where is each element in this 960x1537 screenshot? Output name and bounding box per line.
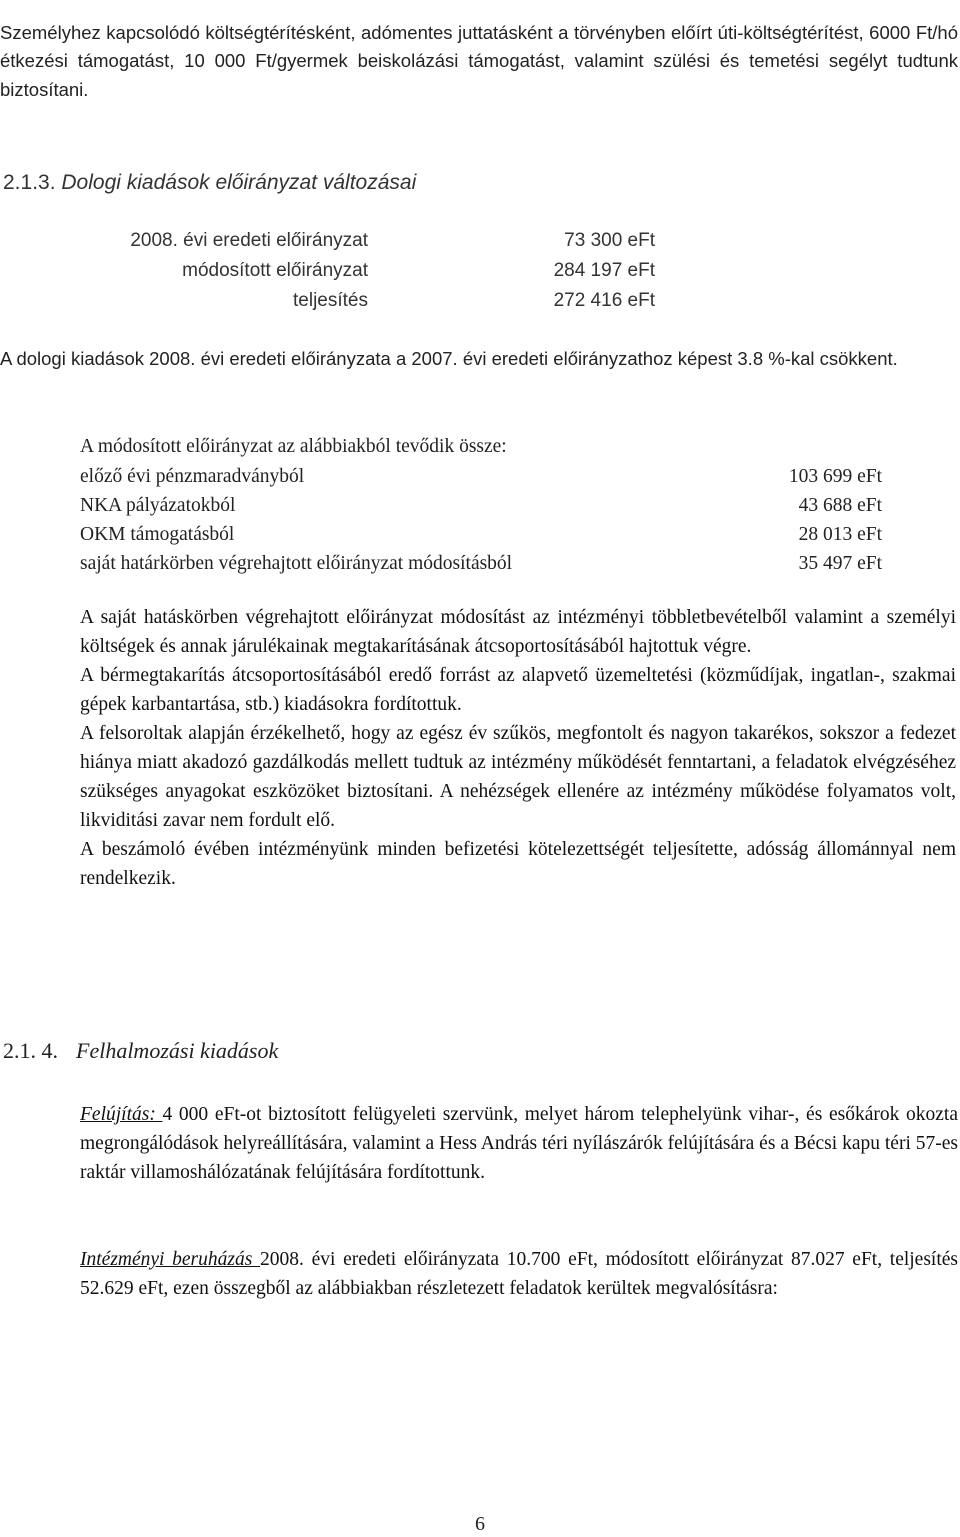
breakdown-label: saját határkörben végrehajtott előirányzat módosításból (80, 553, 513, 574)
renovation-paragraph (80, 1100, 958, 1187)
budget-value: 284 197 eFt (553, 260, 655, 281)
breakdown-label: előző évi pénzmaradványból (80, 466, 305, 487)
breakdown-value: 28 013 eFt (798, 524, 882, 545)
section-title: Dologi kiadások előirányzat változásai (61, 171, 417, 194)
budget-label: módosított előirányzat (182, 260, 368, 281)
investment-block (80, 1245, 958, 1303)
breakdown-table (80, 432, 882, 578)
breakdown-value: 35 497 eFt (798, 553, 882, 574)
section-heading-213 (3, 171, 416, 195)
renovation-label: Felújítás: (80, 1104, 163, 1125)
breakdown-row (80, 520, 882, 549)
section-number: 2.1.3. (3, 171, 56, 194)
budget-value: 272 416 eFt (553, 290, 655, 311)
explanation-block (80, 603, 956, 893)
breakdown-label: NKA pályázatokból (80, 495, 236, 516)
investment-text: 2008. évi eredeti előirányzata 10.700 eFt, módosított előirányzat 87.027 eFt, teljesítés 52.629 eFt, ezen összegből az alábbiakban részletezett feladatok kerültek megvalósításra: (80, 1249, 959, 1299)
breakdown-row (80, 491, 882, 520)
investment-label: Intézményi beruházás (80, 1249, 261, 1270)
section-title: Felhalmozási kiadások (76, 1038, 279, 1063)
renovation-text: 4 000 eFt-ot biztosított felügyeleti szervünk, melyet három telephelyünk vihar-, és esőkárok okozta megrongálódások helyreállítására, valamint a Hess András téri nyílászárók felújítására és a Bécsi kapu téri 57-es raktár villamoshálózatának felújítására fordítottunk. (80, 1104, 959, 1183)
paragraph-self-modification: A saját hatáskörben végrehajtott előirányzat módosítást az intézményi többletbevételből valamint a személyi költségek és annak járulékainak megtakarításának átcsoportosításából hajtottuk végre. (80, 607, 956, 657)
paragraph-obligations: A beszámoló évében intézményünk minden befizetési kötelezettségét teljesítette, adósság állománnyal nem rendelkezik. (80, 839, 956, 889)
section-heading-214 (3, 1038, 278, 1064)
breakdown-label: OKM támogatásból (80, 524, 235, 545)
page-number: 6 (475, 1513, 485, 1535)
section-number: 2.1. 4. (3, 1038, 58, 1063)
breakdown-intro: A módosított előirányzat az alábbiakból tevődik össze: (80, 436, 507, 457)
investment-paragraph (80, 1245, 958, 1303)
paragraph-wage-savings: A bérmegtakarítás átcsoportosításából eredő forrást az alapvető üzemeltetési (közműdíjak, ingatlan-, szakmai gépek karbantartása, stb.) kiadásokra fordítottuk. (80, 665, 956, 715)
budget-value: 73 300 eFt (564, 230, 655, 251)
renovation-block (80, 1100, 958, 1187)
paragraph-economy: A felsoroltak alapján érzékelhető, hogy az egész év szűkös, megfontolt és nagyon takarékos, sokszor a fedezet hiánya miatt akadozó gazdálkodás mellett tudtuk az intézmény működését fenntartani, a feladatok elvégzéséhez szükséges anyagokat eszközöket biztosítani. A nehézségek ellenére az intézmény működése folyamatos volt, likviditási zavar nem fordult elő. (80, 723, 956, 831)
breakdown-value: 103 699 eFt (788, 466, 882, 487)
breakdown-row (80, 462, 882, 491)
breakdown-row (80, 549, 882, 578)
intro-paragraph: Személyhez kapcsolódó költségtérítésként, adómentes juttatásként a törvényben előírt úti-költségtérítést, 6000 Ft/hó étkezési támogatást, 10 000 Ft/gyermek beiskolázási támogatást, valamint szülési és temetési segélyt tudtunk biztosítani. (0, 21, 958, 100)
budget-label: 2008. évi eredeti előirányzat (130, 230, 368, 251)
breakdown-value: 43 688 eFt (798, 495, 882, 516)
budget-label: teljesítés (293, 290, 368, 311)
summary-paragraph: A dologi kiadások 2008. évi eredeti előirányzata a 2007. évi eredeti előirányzathoz képest 3.8 %-kal csökkent. (0, 348, 898, 369)
